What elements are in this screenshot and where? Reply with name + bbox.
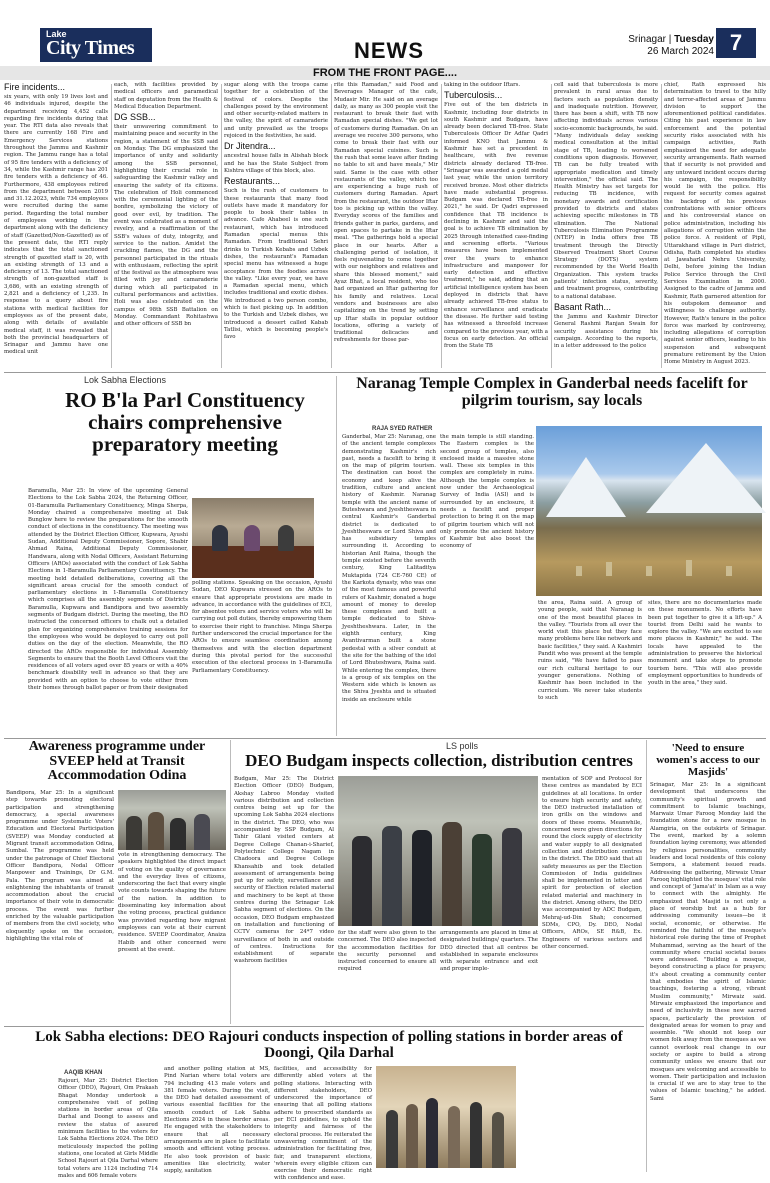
photo-person <box>426 1098 438 1168</box>
photo-ruin <box>646 566 652 576</box>
photo-person <box>126 816 142 850</box>
story6-column-2 <box>164 1066 270 1175</box>
newspaper-logo[interactable] <box>40 28 152 62</box>
column-divider <box>331 84 332 368</box>
photo-person <box>472 834 492 926</box>
column-divider <box>230 740 231 1024</box>
continuation-text: ancestral house falls in Alishah block and he has the State Subject from Kishtra village of this block, also. <box>224 153 328 174</box>
continuation-head-fire: Fire incidents... <box>4 82 66 92</box>
column-divider <box>336 376 337 736</box>
photo-person <box>492 1112 504 1168</box>
top-column-6 <box>554 82 658 370</box>
photo-ruin <box>576 566 582 576</box>
story5-text: Srinagar, Mar 25: In a significant development that underscores the community's spiritual growth and commitment to Islamic teachings, Marwaiz Umar Farooq Monday laid the foundation stone for a new mosque in Alamgiria, on the outskirts of Srinagar. The event, marked by a solemn foundation laying ceremony, was attended by religious personalities, community leaders and local residents of this colony Sempora, a statement issued reads. Addressing the gathering, Mirwaiz Umar Farooq highlighted the mosques' vital role and concept of 'Jama'at' in Islam as a way to connect with the almighty. He emphasized that Masjid is not only a place of worship but as a hub for addressing community issues—be it social, economic, or otherwise. He reminded the faithful of the mosque's historical role during the time of Prophet Muhammad, serving as the heart of the community where crucial societal issues were addressed. "Building a mosque, beyond constructing a place for prayers; it's about creating a community center that embodies the spirit of Islamic teachings, fostering a strong, vibrant Muslim community," Mirwaiz said. Mirwaiz emphasized the importance and need of inclusivity in these new sacred spaces, particularly the provision of designated areas for women to pray and assemble. "We should not keep our women folk away from the mosques as we cannot overlook real change in our society or aspire to build a strong community unless we ensure that our mosques are welcoming and accessible to women. Their participation and inclusion is crucial if we are to stay true to the values of Islamic teaching," he added. Sami <box>650 782 766 1102</box>
story1-kicker: Lok Sabha Elections <box>84 375 167 385</box>
story4-column-4 <box>542 776 642 1024</box>
top-column-3 <box>224 82 328 370</box>
photo-person <box>386 1110 398 1168</box>
top-column-7 <box>664 82 766 370</box>
column-divider <box>221 84 222 368</box>
photo-mountain-peak <box>546 457 626 517</box>
continuation-text: chief, Rath expressed his determination to travel to the hilly and terror-affected areas of Jammu division to support the aforementioned political candidates. Citing his past experience in law enforcement and the potential security risks associated with his campaign activities, Rath emphasized the need for adequate security arrangements. Rath warned that if security is not provided and any untoward incident occurs during his campaign, the responsibility would lie with the police. His request for security comes against the backdrop of his previous confrontations with senior officers and his controversial stance on police administration, including his allegations of corruption within the police force. A resident of Pipli, Uttarakhand village in Puri district, Odisha, Rath completed his studies at Jawaharlal Nehru University, Delhi, before joining the Indian Police Service through the Civil Services Examination in 2000. Assigned to the cadre of Jammu and Kashmir, Rath garnered attention for his outspoken demeanor and willingness to challenge authority. However, Rath's tenure in the police force was marked by controversy, including allegations of corruption against senior officers, leading to his suspension and subsequent premature retirement by the Union Home Ministry in August 2023. <box>664 82 766 366</box>
story4-column-1 <box>234 776 334 1024</box>
story2-column-4 <box>648 600 762 736</box>
from-front-page-strap: FROM THE FRONT PAGE.... <box>0 66 770 80</box>
continuation-head-tuberculosis: Tuberculosis... <box>444 90 503 101</box>
story2-byline: RAJA SYED RATHER <box>372 426 433 432</box>
section-title: NEWS <box>354 38 424 63</box>
story6-column-3 <box>274 1066 372 1182</box>
photo-person <box>448 1106 460 1168</box>
story2-text: the area, Raina said. A group of young people, said that Naranag is one of the most beautiful places in the valley. "Tourists from all over the world visit this place but they face many problems here like network and basic facilities," they said. A Kashmiri Pandit who was present at the temple ruins said, "We have failed to pass our rich cultural heritage to our younger generations. Nothing of Kashmir has been included in the curriculum. We never take students to such <box>538 600 642 701</box>
story1-headline[interactable]: RO B'la Parl Constituency chairs comprehensive preparatory meeting <box>65 388 305 457</box>
story2-column-1 <box>342 434 436 736</box>
photo-person <box>244 525 260 551</box>
photo-person <box>382 826 402 926</box>
story2-text: Ganderbal, Mar 25: Naranag, one of the ancient temple complexes demonstrating Kashmir's rich past, needs a facelift to bring it on the map of pilgrim tourism. The destination can boost the economy and keep alive the tradition, culture and ancient history of Kashmir. Naranag temple with the ancient name of Buteshwara and Jyeshtheswara in central Kashmir's Ganderbal district is dedicated to Jyeshtheswara or Lord Shiva and has subsidiary temples surrounding it. According to historian Anil Raina, though the temple existed before the seventh century, King Lalitaditya Muktapida (724 CE-760 CE) of the Karkota dynasty, who was one of the most famous and powerful rulers of Kashmir, donated a huge amount of money to develop these complexes and built a temple dedicated to Shiva-Jyeshtheshwara. Later, in the eighth century, King Avantivarman built a stone pedestal with a silver conduit at the site for the bathing of the idol of Lord Bhuteshwara, Raina said. While entering the complex, there is a group of six temples on the Western side which is known as the Shiva Jyeshta and is situated inside an enclosure while <box>342 434 436 703</box>
story2-column-3 <box>538 600 642 736</box>
top-column-2 <box>114 82 218 370</box>
photo-person <box>470 1102 482 1168</box>
top-column-5 <box>444 82 548 370</box>
deo-rajouri-photo <box>376 1066 516 1168</box>
column-divider <box>551 84 552 368</box>
logo-lake: Lake <box>46 29 67 39</box>
temple-photo <box>536 426 762 596</box>
continuation-text: sugar along with the troops came together for a celebration of the festival of colors. Despite the challenges posed by the environment and other security-related matters in the valley, the spirit of camaraderie and unity prevailed as the troops rejoiced in the festivities, he said. <box>224 82 328 140</box>
column-divider <box>111 84 112 368</box>
story5-headline[interactable]: 'Need to ensure women's access to our Masjids' <box>656 742 760 778</box>
story2-text: sites, there are no documentaries made on these monuments. No efforts have been put together to give it a lift-up." A tourist from Delhi said he wants to explore the valley. "We are excited to see more places in Kashmir," he said. The locals have appealed to the administration to preserve the historical monument and take steps to promote tourism here. "This will also provide employment opportunities to hundreds of youth in the area," they said. <box>648 600 762 687</box>
photo-person <box>212 525 228 551</box>
story4-text: for the staff were also given to the concerned. The DEO also inspected the accommodation facilities for the security personnel and instructed concerned to ensure all required <box>338 930 436 973</box>
story3-text: vote in strengthening democracy. The speakers highlighted the direct impact of voting on the quality of governance and the everyday lives of citizens, underscoring the fact that every single vote counts towards shaping the future of the nation. In addition to disseminating key information about the voting process, practical guidance was provided regarding how migrant employees can vote at their current residence. SVEEP Coordinator, Anaiza Habib and other concerned were present at the event. <box>118 852 226 953</box>
continuation-text: Five out of the ten districts in Kashmir, including four districts in south Kashmir and Budgam, have already been declared TB-free. State Tuberculosis Officer Dr Adfar Qadri informed KNO that Jammu & Kashmir has set a precedent in healthcare, with five revenue districts already declared TB-free. "Srinagar was awarded a gold medal last year, while the union territory received bronze. Most other districts have made substantial progress. Budgam was declared TB-free in 2021," he said. Dr Qadri expressed confidence that TB incidence is declining in Kashmir and said the goal is to achieve TB elimination by 2025 through intensified case-finding and screening efforts. "Various measures have been implemented over the years to enhance infrastructure and manpower for early detection and effective treatment," he said, adding that an artificial intelligence system has been deployed in districts that have already achieved TB-free status to enhance surveillance and eradicate the disease. He further said testing has witnessed a threefold increase compared to the previous year, with a focus on early detection. An official from the State TB <box>444 102 548 350</box>
story1-text: Baramulla, Mar 25: In view of the upcoming General Elections to the Lok Sabha 2024, the Returning Officer, 01-Baramulla Parliamentary Constituency, Minga Sherpa, Monday chaired a comprehensive meeting at Dak Bunglow here to review the preparations for the smooth conduct of elections in the constituency. The meeting was attended by the District Election Officer, Kupwara, Ayushi Sudan, Additional Deputy Commissioner, Sopore, Shabir Ahmad Raina, Additional Deputy Commissioner, Handwara, along with Nodal Officers, Assistant Returning Officers (AROs) associated with the conduct of Lok Sabha Elections in 1-Baramulla Parliamentary Constituency. The meeting held detailed deliberations, covering all the significant areas crucial for the smooth conduct of parliamentary elections in 1-Baramulla Constituency which comprises all the assembly segments of Districts Baramulla, Kupwara and Bandipora and two assembly segments of Budgam district. During the meeting, the RO instructed the concerned officers to chalk out a detailed plan for organizing comprehensive training sessions for the employees who would be deployed to carry out poll duties on the day of the election. Meanwhile, the RO directed the AROs responsible for individual Assembly Segments to ensure that the Booth Level Officers visit the residences of all voters aged over 85 years or with a 40% benchmark disability well in advance so that they are provided with an option to choose to vote either from their homes through ballot paper or from their designated <box>28 488 188 692</box>
story6-byline: AAQIB KHAN <box>64 1070 103 1076</box>
story5-column <box>650 782 766 1170</box>
story2-headline[interactable]: Naranag Temple Complex in Ganderbal needs facelift for pilgrim tourism, say locals <box>356 375 748 409</box>
photo-person <box>278 525 294 551</box>
photo-person <box>406 1104 418 1168</box>
top-column-4 <box>334 82 438 370</box>
continuation-text: rite this Ramadan," said Food and Beverages Manager of the cafe, Mudasir Mir. He said on an average daily, as many as 300 people visit the restaurant to break their fast with Ramadan special dishes. "We get lot of customers during Ramadan. On an average we receive 300 persons, who come to break their fast with our Ramadan special cuisines. Such is the rush that some leave after finding no table to sit and have meals," Mir said. Same is the case with other restaurants of the valley, which too are experiencing a huge rush of customers during Ramadan. Apart from the restaurant, the outdoor Iftar too is picking up within the valley. Everyday scores of the families and friends gather in parks, gardens, and open spaces to partake in the Iftar meal. "The gatherings hold a special place in our hearts. After a challenging period of isolation, it feels rejuvenating to come together with our neighbors and relatives and share this blessed moment," said Ayaz Bhat, a local resident, who too had organized an Iftar gathering for his family and relatives. Local vendors and businesses are also capitalizing on the trend by setting up Iftar stalls in popular outdoor locations, offering a variety of traditional delicacies and refreshments for those par- <box>334 82 438 344</box>
photo-ruin <box>686 560 692 576</box>
continuation-head-basant-rath: Basant Rath... <box>554 301 612 312</box>
continuation-text: each, with facilities provided by medical officers and paramedical staff on deputation from the Health & Medical Education Department. <box>114 82 218 110</box>
story4-text: mentation of SOP and Protocol for these centres as mandated by ECI guidelines at all locations. In order to ensure high security and safety, the DEO instructed installation of iron grills on the windows and doors of these rooms. Meanwhile, concerned were given directions for round the clock supply of electricity and water supply to all designated collection and distribution centres in the district. The DEO said that all safety measures as per the Election Commission of India guidelines shall be implemented in letter and spirit for protection of election related material and machinery in the district. Among others, the DEO was accompanied by ADC Budgam, Mehraj-ud-Din Shah; concerned SDMs, CPO, Dy. DEO, Nodal Officers, AROs, SE R&B, Ex. Engineers of various sectors and other concerned. <box>542 776 642 950</box>
story4-text: Budgam, Mar 25: The District Election Officer (DEO) Budgam, Akshay Labroo Monday visited various distribution and collection centres being set up for the upcoming Lok Sabha 2024 elections in the district. The DEO, who was accompanied by SSP Budgam, Al Tahir Gilani visited centers at Degree College Chanan-i-Sharief, Polytechnic College Nagam in Chadoora and Degree College Khansahib and took detailed assessment of arrangements being put up for safety, surveillance and security of Election related material and machinery to be kept at these centres during the Srinagar Lok Sabha segment of elections. On the occasion, DEO Budgam emphasized on installation and functioning of CCTV cameras for 24*7 video surveillance of both in and outside of centres. Instructions for establishment of separate washroom facilities <box>234 776 334 965</box>
dateline-date: 26 March 2024 <box>647 46 714 57</box>
page-number: 7 <box>716 28 756 58</box>
story4-column-3 <box>440 930 538 1024</box>
story6-headline[interactable]: Lok Sabha elections: DEO Rajouri conducts inspection of polling stations in border areas of Doongi, Qila Darhal <box>35 1029 623 1061</box>
dateline: Srinagar | Tuesday 26 March 2024 <box>628 34 714 57</box>
photo-person <box>442 822 462 926</box>
story6-text: and another polling station at MS, Pind Narian where total voters are 794 including 413 male voters and 381 female voters. During the visit, the DEO had detailed assessment of various essential facilities for the smooth conduct of Lok Sabha Elections 2024 in these border areas. He engaged with the stakeholders to ensure that all necessary arrangements are in place to facilitate smooth and efficient voting process. He also took provision of basic amenities like electricity, water supply, sanitation <box>164 1066 270 1175</box>
story4-headline[interactable]: DEO Budgam inspects collection, distribution centres <box>245 751 633 770</box>
story3-text: Bandipora, Mar 25: In a significant step towards promoting electoral participation and strengthening democracy, a special awareness programme under Systematic Voters' Education and Electoral Participation (SVEEP) was Monday conducted at Migrant transit accommodation Odina, Sumbal. The programme was held under the patronage of Chief Electoral Officer Bandipora, Nodal Officer Manpower and Trainings, Dr G.M. Pala. The program was aimed at enlightening the inhabitants of transit accommodation about the crucial importance of their vote in democratic process. The event was further enriched by the valuable participation of members from the civil society, who eloquently spoke on the occasion, highlighting the vital role of <box>6 790 114 942</box>
continuation-head-dg-ssb: DG SSB... <box>114 112 156 123</box>
column-divider <box>441 84 442 368</box>
awareness-photo <box>118 790 226 850</box>
continuation-text: cell said that tuberculosis is more prevalent in rural areas due to factors such as population density and inadequate nutrition. However, there has been a shift, with TB now affecting individuals across various socio-economic backgrounds, he said. "Many individuals delay seeking medical consultation at the initial stage of TB, leading to worsened conditions upon diagnosis. However, TB can be fully treated with appropriate medication and timely intervention," the official said. The Health Ministry has set targets for reducing TB incidence, with monetary awards and certification provided to districts and states achieving specific milestones in TB elimination. The National Tuberculosis Elimination Programme (NTEP) in India offers free TB treatment through the Directly Observed Treatment Short Course Strategy (DOTS) system recommended by the World Health Organization. This system tracks patients' infection status, severity, and treatment progress, contributing to a national database. <box>554 82 658 300</box>
continuation-head-restaurants: Restaurants... <box>224 176 281 187</box>
column-divider <box>661 84 662 368</box>
meeting-photo <box>192 498 314 578</box>
photo-ruin <box>606 562 612 576</box>
masthead <box>0 0 770 64</box>
dateline-day: Tuesday <box>674 34 714 45</box>
photo-person <box>412 830 432 926</box>
photo-ruin <box>726 566 732 576</box>
story4-text: arrangements are placed in time at designated buildings/ quarters. The DEO directed that all centres be established in separate enclosures with separate entrance and exit and proper imple- <box>440 930 538 973</box>
photo-person <box>170 818 186 850</box>
continuation-text: the Jammu and Kashmir Director General Rashmi Ranjan Swain for security assistance during his campaign. According to the reports, in a letter addressed to the police <box>554 313 658 350</box>
continuation-text: six years, with only 19 lives lost and 46 individuals injured, despite the department receiving 4,452 calls regarding fire incidents during that year. The RTI data also reveals that there are currently 168 Fire and Emergency Services stations throughout the Jammu and Kashmir region. The Jammu range has a total of 95 fire tenders with a deficiency of 34, while the Kashmir range has 201 fire tenders with a deficiency of 46. Furthermore, 438 employees retired from the department between 2019 and 31.12.2023, while 734 employees were recruited during the same period. Regarding the total number of employees working in the department along with the deficiency of staff (Gazetted/Non-Gazetted) as of the present date, the RTI reply indicates that the total sanctioned strength of gazetted staff is 20, with an existing strength of 13 and a deficiency of 13. The total sanctioned strength of non-gazetted staff is 3,686, with an existing strength of 2,821 and a deficiency of 1,235. In response to a query about fire stations with medical facilities for employees as of the present date, along with details of available medical staff, it was revealed that both the provincial headquarters of Srinagar and Jammu have one medical unit <box>4 94 108 356</box>
photo-mountain-peak <box>646 443 766 513</box>
photo-person <box>194 814 210 850</box>
story6-text: Rajouri, Mar 25: District Election Officer (DEO), Rajouri, Om Prakash Bhagat Monday undertook a comprehensive visit of polling stations in border areas of Qila Darhal and Doongi to assess and review the status of assured minimum facilities to the voters for Lok Sabha Elections 2024. The DEO meticulously inspected the polling stations, one located at Girls Middle School Rajouri at Qila Darhal where total voters are 1124 including 714 males and 606 female voters <box>58 1078 158 1179</box>
continuation-head-jitendra: Dr Jitendra... <box>224 141 276 152</box>
story4-column-2 <box>338 930 436 1024</box>
dateline-city: Srinagar <box>628 34 666 45</box>
top-column-1 <box>4 82 108 370</box>
story1-text: polling stations. Speaking on the occasion, Ayushi Sudan, DEO Kupwara stressed on the AROs to ensure that appropriate provisions are made in advance, in accordance with the guidelines of ECI, for absentee voters and service voters who will be carrying out poll duties, thereby empowering them to exercise their right to franchise. Minga Sherpa further underscored the crucial importance for the AROs to ensure seamless coordination among themselves and with the election department during this pivotal period for the successful execution of the electoral process in 1-Baramulla Parliamentary Constituency. <box>192 580 332 674</box>
photo-person <box>502 828 522 926</box>
story2-column-2 <box>440 434 534 736</box>
story4-kicker: LS polls <box>446 741 479 751</box>
section-divider <box>4 1026 644 1027</box>
column-divider <box>646 740 647 1172</box>
continuation-text: Such is the rush of customers to these restaurants that many food outlets have made it mandatory for people to book their tables in advance. Cafe Ahabeel is one such restaurant, which has introduced Ramadan special menus this Ramadan. From traditional Sehri drinks to Turkish Kebabs and Uzbek dishes, the restaurant's Ramadan special menu has witnessed a huge acceptance from the foodies across the valley. "Like every year, we have a Ramadan special menu, which includes traditional and exotic dishes. We introduced a two person combo, which is fast picking up. In addition to the Turkish and Uzbek dishes, we introduced a dessert called Kabab Tatlisi, which is becoming people's favo <box>224 188 328 341</box>
story6-column-1 <box>58 1078 158 1179</box>
story6-text: facilities, and accessibility for differently abled voters at the polling stations. Interacting with different stakeholders, DEO underscored the importance of ensuring that all polling stations adhere to prescribed standards as per ECI guidelines, to uphold the integrity and fairness of the electoral process. He reiterated the unwavering commitment of the administration for facilitating free, fair, and transparent elections, 'wherein every eligible citizen can exercise their democratic right with confidence and ease. <box>274 1066 372 1182</box>
continuation-text: their unwavering commitment to maintaining peace and security in the region, a statement of the SSB said on Monday. The DG emphasized the importance of unity and solidarity among the SSB personnel, highlighting their crucial role in safeguarding the Kashmir valley and ensuring the safety of its citizens. The celebration of Holi commenced with the ceremonial lighting of the bonfire, symbolizing the victory of good over evil, by tradition. The event was celebrated as a moment of revelry, and a reaffirmation of the SSB's values of duty, integrity, and service to the nation. Amidst the crackling flames, the DG and the personnel participated in the rituals with enthusiasm, reflecting the spirit of the festival as the atmosphere was filled with joy and camaraderie during which all participated in cultural performances and activities. Holi was also celebrated on the campus of 98th SSB Battalion on Monday. Commandant Rohitashwa and other officers of SSB bn <box>114 124 218 328</box>
story3-column-1 <box>6 790 114 1024</box>
story1-column-1 <box>28 488 188 736</box>
continuation-text: taking in the outdoor Iftars. <box>444 82 521 88</box>
section-divider <box>4 372 766 373</box>
story1-column-2 <box>192 580 332 736</box>
photo-person <box>352 836 372 926</box>
story3-column-2 <box>118 852 226 1024</box>
story3-headline[interactable]: Awareness programme under SVEEP held at Transit Accommodation Odina <box>28 739 206 784</box>
logo-city-times: City Times <box>46 37 135 59</box>
deo-budgam-photo <box>338 776 538 926</box>
story2-text: the main temple is still standing. The Eastern complex is the second group of temples, also enclosed inside a massive stone wall. These six temples in this complex are completely in ruins. Although the temple complex is now under the Archaeological Survey of India (ASI) and is surrounded by an enclosure, it needs a facelift and proper protection to bring it on the map of pilgrim tourism which will not only promote the ancient history of Kashmir but also boost the economy of <box>440 434 534 550</box>
photo-person <box>148 812 164 850</box>
